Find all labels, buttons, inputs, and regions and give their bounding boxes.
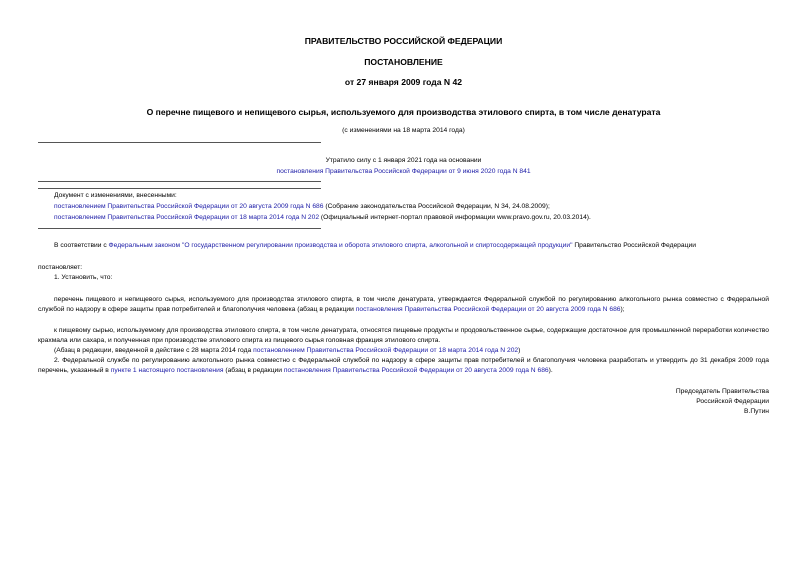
- clause-text: );: [620, 306, 625, 313]
- issuer-heading: ПРАВИТЕЛЬСТВО РОССИЙСКОЙ ФЕДЕРАЦИИ: [304, 36, 503, 46]
- note-text: (Абзац в редакции, введенной в действие с 28 марта 2014 года: [54, 347, 254, 354]
- clause-text: (абзац в редакции: [223, 367, 284, 374]
- divider: [38, 228, 321, 229]
- changes-heading: Документ с изменениями, внесенными:: [54, 192, 177, 199]
- changes-item: [54, 213, 794, 223]
- divider: [38, 181, 321, 182]
- signature-block: [500, 387, 769, 417]
- signatory-title: Председатель Правительства: [675, 388, 769, 395]
- clause-1: 1. Установить, что:: [54, 274, 113, 281]
- clause-1-paragraph-a: [38, 295, 769, 315]
- decides-text: постановляет:: [38, 264, 83, 271]
- expired-basis-link[interactable]: постановления Правительства Российской Федерации от 9 июня 2020 года N 841: [276, 168, 531, 175]
- document-date: от 27 января 2009 года N 42: [344, 77, 463, 87]
- expired-note: Утратило силу с 1 января 2021 года на основании: [325, 157, 482, 164]
- amendment-note: (с изменениями на 18 марта 2014 года): [342, 127, 465, 134]
- amendment-source: (Официальный интернет-портал правовой информации www.pravo.gov.ru, 20.03.2014).: [319, 214, 591, 221]
- intro-text: В соответствии с: [54, 242, 109, 249]
- federal-law-link[interactable]: Федеральным законом "О государственном регулировании производства и оборота этилового спирта, алкогольной и спиртосодержащей продукции": [108, 242, 573, 249]
- intro-paragraph: [54, 241, 794, 251]
- signatory-name: В.Путин: [744, 408, 769, 415]
- amendment-link[interactable]: постановлением Правительства Российской Федерации от 18 марта 2014 года N 202: [253, 347, 519, 354]
- amendment-link[interactable]: постановлением Правительства Российской Федерации от 18 марта 2014 года N 202: [54, 214, 320, 221]
- clause-text: перечень пищевого и непищевого сырья, используемого для производства этилового спирта, в том числе денатурата, утверждается Федеральной службой по регулированию алкогольного рынка совместно с Федеральной службой по надзору в сфере защиты прав потребителей и благополучия человека (абзац в редакции: [38, 296, 769, 313]
- changes-item: [54, 202, 794, 212]
- document-type: ПОСТАНОВЛЕНИЕ: [364, 57, 443, 67]
- clause-1-paragraph-b: к пищевому сырью, используемому для производства этилового спирта, в том числе денатурата, относятся пищевые продукты и продовольственное сырье, содержащие достаточное для промышленной переработки количество крахмала или сахара, и полученная при производстве этилового спирта из пищевого сырья головная фракция этилового спирта.: [38, 327, 769, 344]
- divider: [38, 188, 321, 189]
- amendment-source: (Собрание законодательства Российской Федерации, N 34, 24.08.2009);: [323, 203, 550, 210]
- clause-text: 2. Федеральной службе по регулированию алкогольного рынка совместно с Федеральной службой по надзору в сфере защиты прав потребителей и благополучия человека разработать и утвердить до 31 декабря 2009 года перечень, указанный в: [38, 357, 769, 374]
- note-text: ): [518, 347, 521, 354]
- clause-1-paragraph-b-note: [54, 346, 794, 356]
- amendment-link[interactable]: постановлением Правительства Российской Федерации от 20 августа 2009 года N 686: [54, 203, 324, 210]
- intro-text: Правительство Российской Федерации: [572, 242, 696, 249]
- amendment-link[interactable]: постановления Правительства Российской Федерации от 20 августа 2009 года N 686: [283, 367, 549, 374]
- signatory-title: Российской Федерации: [696, 398, 769, 405]
- amendment-link[interactable]: постановления Правительства Российской Федерации от 20 августа 2009 года N 686: [355, 306, 621, 313]
- clause-2: [38, 356, 769, 376]
- document-title: О перечне пищевого и непищевого сырья, используемого для производства этилового спирта, в том числе денатурата: [146, 107, 661, 117]
- divider: [38, 142, 321, 143]
- clause-reference-link[interactable]: пункте 1 настоящего постановления: [110, 367, 224, 374]
- clause-text: ).: [548, 367, 553, 374]
